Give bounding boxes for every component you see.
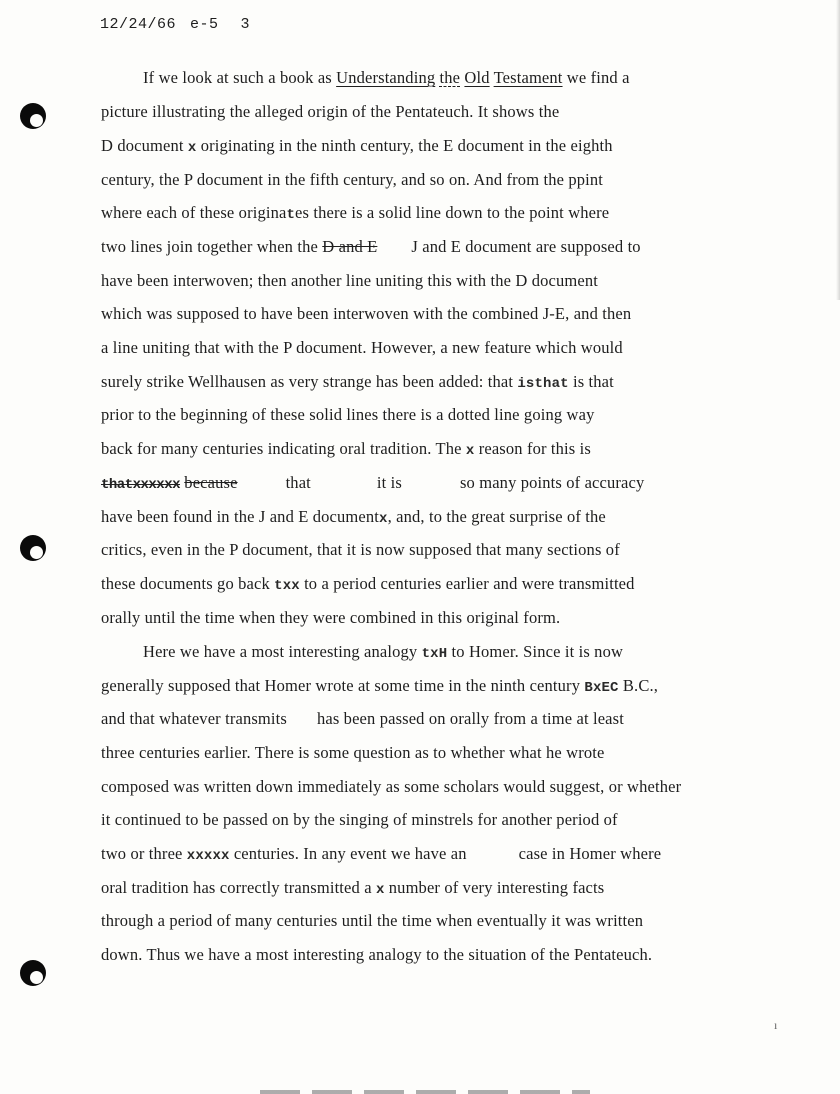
p2-line-10: down. Thus we have a most interesting analogy to the situation of the Pentateuch. [101, 945, 653, 964]
hole-punch-top [20, 103, 46, 129]
book-title-word: the [439, 68, 461, 87]
p2-line-4: three centuries earlier. There is some question as to whether what he wrote [101, 743, 605, 762]
strikeover-mark: BxEC [584, 680, 619, 696]
p1-line-10: surely strike Wellhausen as very strange has been added: that isthat is that [101, 372, 614, 392]
strikeover-mark: x [187, 140, 197, 156]
p2-line-3: and that whatever transmits has been passed on orally from a time at least [101, 709, 624, 728]
strikeover-mark: xxxxx [186, 848, 230, 864]
p1-line-11: prior to the beginning of these solid lines there is a dotted line going way [101, 405, 595, 424]
p2-line-2: generally supposed that Homer wrote at some time in the ninth century BxEC B.C., [101, 676, 659, 696]
p2-line-1: Here we have a most interesting analogy txH to Homer. Since it is now [143, 642, 624, 662]
struck-text: because [184, 473, 238, 492]
p1-line-17: orally until the time when they were combined in this original form. [101, 608, 561, 627]
strikeover-mark: txx [274, 578, 300, 594]
hole-punch-bottom [20, 960, 46, 986]
strikeover-mark: txH [421, 646, 448, 662]
p1-line-1: If we look at such a book as Understanding the Old Testament we find a [143, 68, 630, 87]
p1-line-13: thatxxxxxx because that it is so many points of accuracy [101, 473, 645, 493]
p2-line-6: it continued to be passed on by the singing of minstrels for another period of [101, 810, 618, 829]
book-title-word: Understanding [336, 68, 436, 87]
ink-speck: ı [774, 1018, 778, 1032]
p1-line-15: critics, even in the P document, that it is now supposed that many sections of [101, 540, 620, 559]
strikeover-mark: t [286, 207, 296, 223]
header-code: e-5 [190, 16, 219, 33]
struck-text: D and E [322, 237, 378, 256]
p1-line-9: a line uniting that with the P document. However, a new feature which would [101, 338, 623, 357]
header-page-number: 3 [240, 16, 251, 33]
p1-line-3: D document x originating in the ninth century, the E document in the eighth [101, 136, 613, 156]
p1-line-7: have been interwoven; then another line uniting this with the D document [101, 271, 598, 290]
strikeover-mark: isthat [517, 376, 569, 392]
page-header [100, 16, 250, 33]
strikeover-mark: x [379, 511, 388, 527]
hole-punch-middle [20, 535, 46, 561]
strikeover-mark: x [375, 882, 385, 898]
book-title-word: Old [464, 68, 490, 87]
p2-line-7: two or three xxxxx centuries. In any event we have an case in Homer where [101, 844, 662, 864]
p2-line-8: oral tradition has correctly transmitted a x number of very interesting facts [101, 878, 605, 898]
p1-line-4: century, the P document in the fifth century, and so on. And from the ppint [101, 170, 604, 189]
p1-line-8: which was supposed to have been interwoven with the combined J-E, and then [101, 304, 632, 323]
header-date: 12/24/66 [100, 16, 177, 33]
page-edge-shadow [836, 0, 840, 300]
p2-line-9: through a period of many centuries until the time when eventually it was written [101, 911, 644, 930]
p1-line-6: two lines join together when the D and E J and E document are supposed to [101, 237, 641, 256]
strikeover-mark: thatxxxxxx [101, 477, 181, 493]
scan-artifact-bottom [260, 1090, 590, 1094]
p1-line-12: back for many centuries indicating oral tradition. The x reason for this is [101, 439, 591, 459]
p1-line-14: have been found in the J and E documentx, and, to the great surprise of the [101, 507, 606, 527]
strikeover-mark: x [465, 443, 475, 459]
book-title-word: Testament [493, 68, 563, 87]
p2-line-5: composed was written down immediately as some scholars would suggest, or whether [101, 777, 682, 796]
p1-line-2: picture illustrating the alleged origin of the Pentateuch. It shows the [101, 102, 560, 121]
p1-line-5: where each of these originates there is a solid line down to the point where [101, 203, 610, 223]
p1-line-16: these documents go back txx to a period centuries earlier and were transmitted [101, 574, 635, 594]
